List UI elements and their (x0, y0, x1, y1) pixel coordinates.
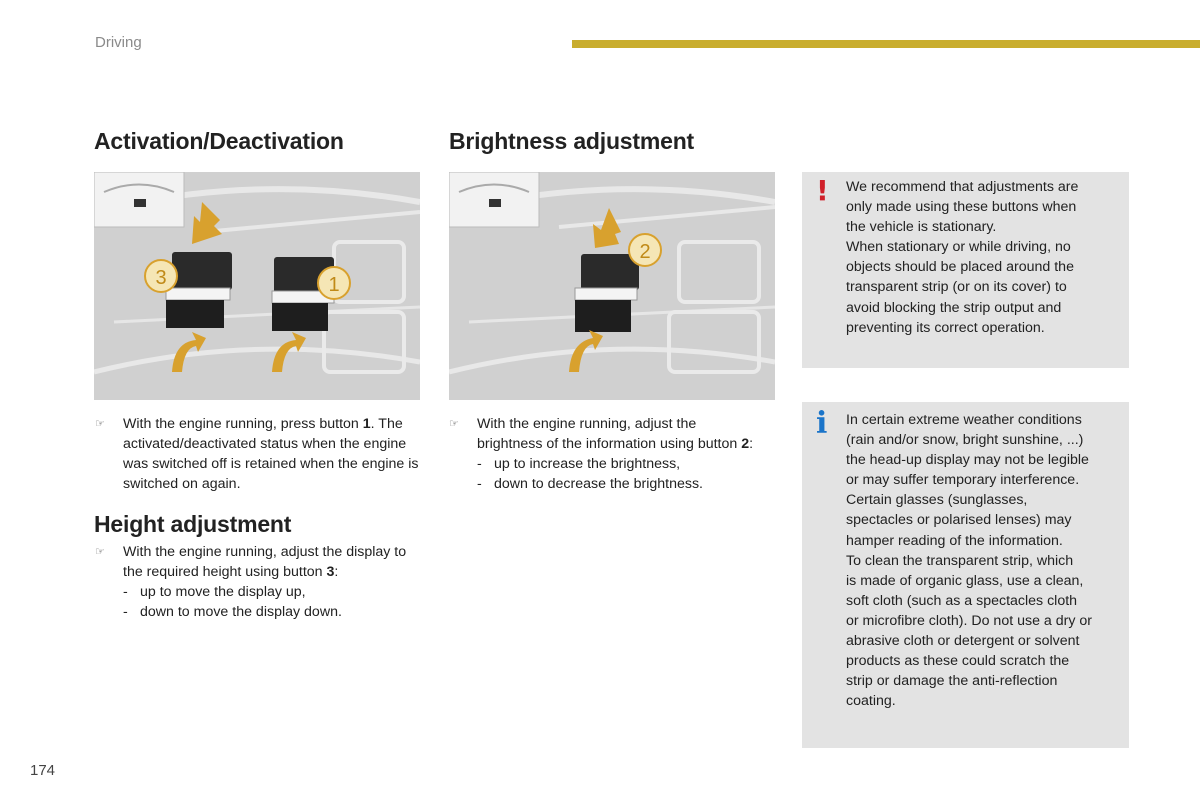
info-line: hamper reading of the information. (846, 532, 1063, 549)
info-icon: i (816, 406, 828, 441)
label-button-3: 3 (155, 267, 167, 289)
activation-text-rest: The activated/deactivated status when the engine was switched off is retained when the engine is switched on again. (123, 416, 419, 493)
brightness-text: With the engine running, adjust the brightness of the information using button (477, 416, 742, 453)
brightness-item-up: up to increase the brightness, (494, 456, 681, 473)
pointing-hand-icon: ☞ (95, 546, 105, 558)
warning-line: only made using these buttons when (846, 199, 1077, 216)
info-line: strip or damage the anti-reflection (846, 673, 1058, 690)
height-item-down: down to move the display down. (140, 604, 342, 621)
info-line: To clean the transparent strip, which (846, 552, 1074, 569)
page-number: 174 (30, 762, 56, 779)
brightness-item: - down to decrease the brightness. (477, 476, 704, 493)
info-line: or microfibre cloth). Do not use a dry or (846, 612, 1093, 629)
height-item: - up to move the display up, (123, 584, 306, 601)
warning-line: We recommend that adjustments are (846, 179, 1079, 195)
brightness-item: - up to increase the brightness, (477, 456, 681, 473)
info-line: soft cloth (such as a spectacles cloth (846, 592, 1078, 609)
height-button-ref: 3 (326, 564, 335, 581)
warning-icon: ! (816, 174, 829, 207)
height-punct: : (334, 564, 339, 581)
warning-line: objects should be placed around the (846, 259, 1074, 276)
activation-punct: . (370, 416, 375, 432)
height-bullet (95, 542, 425, 622)
brightness-item-down: down to decrease the brightness. (494, 476, 704, 493)
warning-line: avoid blocking the strip output and (846, 299, 1062, 316)
label-button-1: 1 (328, 274, 340, 296)
info-line: coating. (846, 693, 896, 710)
info-line: is made of organic glass, use a clean, (846, 572, 1084, 589)
pointing-hand-icon: ☞ (95, 418, 105, 430)
warning-line: When stationary or while driving, no (846, 239, 1071, 256)
brightness-figure (449, 172, 775, 400)
warning-line: the vehicle is stationary. (846, 219, 997, 236)
info-text (846, 410, 1119, 711)
pointing-hand-icon: ☞ (449, 418, 459, 430)
brightness-punct: : (749, 436, 754, 453)
info-line: (rain and/or snow, bright sunshine, ...) (846, 432, 1084, 449)
info-line: the head-up display may not be legible (846, 452, 1089, 469)
info-line: In certain extreme weather conditions (846, 412, 1082, 428)
warning-text (846, 177, 1119, 338)
brightness-bullet (449, 414, 759, 494)
warning-note (802, 172, 1129, 368)
brightness-button-ref: 2 (741, 436, 750, 453)
info-note (802, 402, 1129, 748)
info-line: Certain glasses (sunglasses, (846, 492, 1028, 509)
activation-title: Activation/Deactivation (94, 128, 344, 154)
brightness-title: Brightness adjustment (449, 128, 695, 154)
height-item: - down to move the display down. (123, 604, 342, 621)
section-header: Driving (95, 34, 142, 51)
height-title: Height adjustment (94, 511, 292, 537)
info-line: products as these could scratch the (846, 653, 1070, 670)
warning-line: preventing its correct operation. (846, 319, 1045, 336)
height-text: With the engine running, adjust the display to the required height using button (123, 544, 407, 581)
label-button-2: 2 (639, 241, 651, 263)
activation-text: With the engine running, press button (123, 416, 363, 432)
info-line: spectacles or polarised lenses) may (846, 512, 1072, 529)
warning-line: transparent strip (or on its cover) to (846, 279, 1067, 296)
activation-figure (94, 172, 420, 400)
activation-button-ref: 1 (362, 416, 371, 432)
header-accent-bar (572, 40, 1200, 48)
activation-bullet (95, 414, 425, 494)
height-item-up: up to move the display up, (140, 584, 306, 601)
info-line: abrasive cloth or detergent or solvent (846, 633, 1080, 650)
info-line: or may suffer temporary interference. (846, 472, 1080, 489)
